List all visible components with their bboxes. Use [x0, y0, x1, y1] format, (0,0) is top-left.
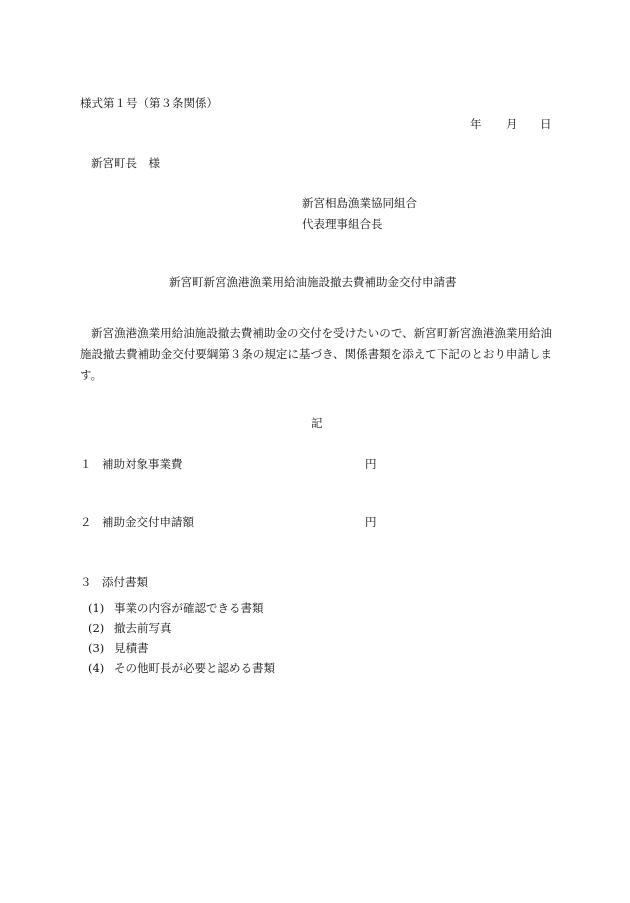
item-project-cost: [80, 459, 183, 471]
list-item-number: (3): [88, 641, 105, 655]
list-item: [88, 598, 275, 618]
list-item: [88, 638, 275, 658]
list-item: [88, 618, 275, 638]
applicant-representative: 代表理事組合長: [302, 217, 383, 231]
list-item-text: 事業の内容が確認できる書類: [114, 601, 264, 615]
list-item-text: 撤去前写真: [114, 621, 172, 635]
document-title: 新宮町新宮漁港漁業用給油施設撤去費補助金交付申請書: [169, 275, 457, 289]
ki-heading: 記: [311, 416, 323, 430]
item-application-amount: [80, 517, 194, 529]
item-label: 添付書類: [102, 575, 148, 589]
item-unit: 円: [365, 515, 377, 529]
item-number: ２: [80, 515, 92, 529]
form-number: 様式第１号（第３条関係）: [80, 96, 218, 110]
addressee: 新宮町長 様: [91, 156, 160, 170]
date-day: 日: [540, 117, 552, 131]
item-number: １: [80, 457, 92, 471]
list-item-number: (4): [88, 661, 105, 675]
list-item-number: (1): [88, 601, 105, 615]
list-item-text: その他町長が必要と認める書類: [114, 661, 275, 675]
date-year: 年: [470, 117, 482, 131]
item-unit: 円: [365, 457, 377, 471]
attachments-heading: [80, 577, 148, 589]
item-number: ３: [80, 575, 92, 589]
date-month: 月: [506, 117, 518, 131]
list-item-text: 見積書: [114, 641, 149, 655]
item-label: 補助対象事業費: [102, 457, 183, 471]
list-item-number: (2): [88, 621, 105, 635]
attachments-list: [88, 598, 275, 678]
list-item: [88, 658, 275, 678]
date-line: [470, 119, 552, 131]
body-paragraph: 新宮漁港漁業用給油施設撤去費補助金の交付を受けたいので、新宮町新宮漁港漁業用給油施設撤去費補助金交付要綱第３条の規定に基づき、関係書類を添えて下記のとおり申請します。: [80, 326, 552, 382]
applicant-organization: 新宮相島漁業協同組合: [302, 196, 417, 210]
item-label: 補助金交付申請額: [102, 515, 194, 529]
